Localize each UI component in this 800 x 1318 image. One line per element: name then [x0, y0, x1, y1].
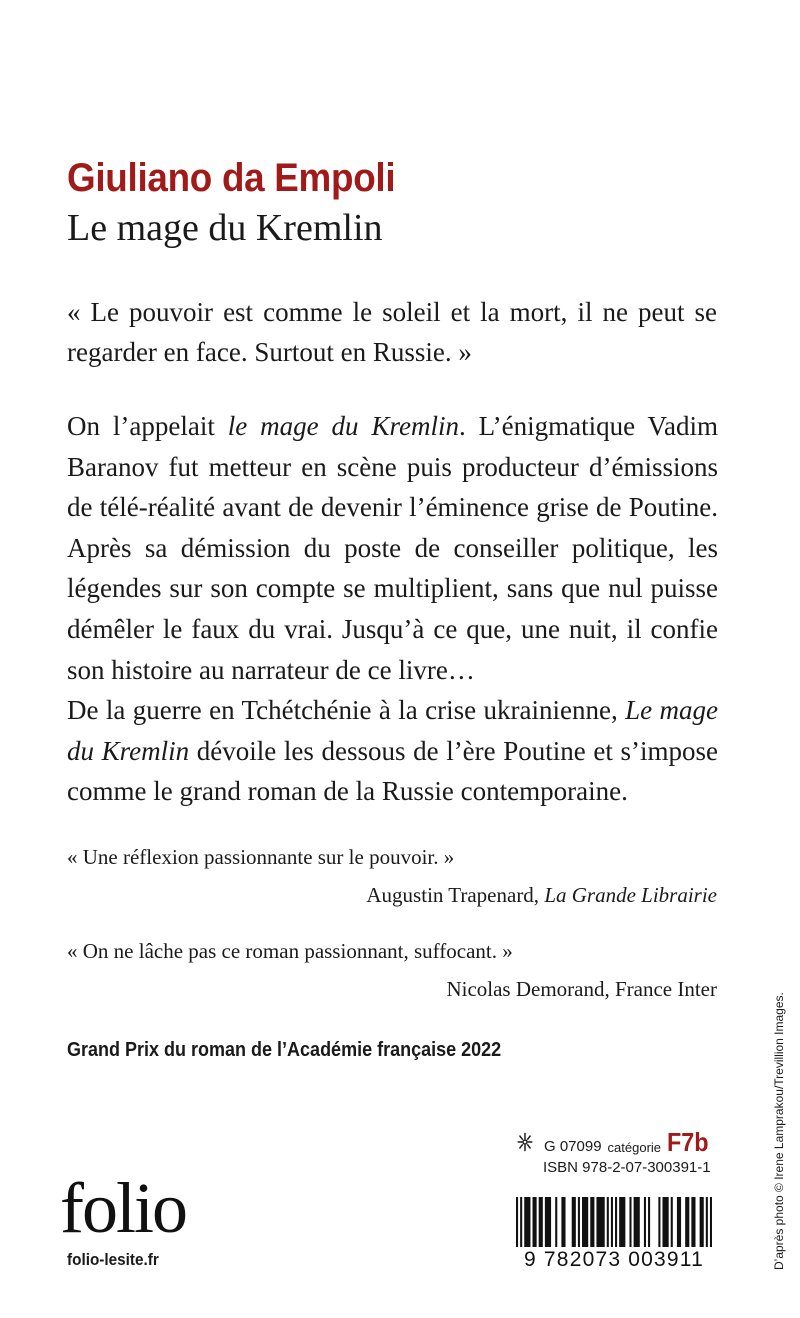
barcode-bar	[596, 1197, 604, 1247]
barcode-bar	[615, 1197, 617, 1247]
barcode-bar	[685, 1197, 689, 1247]
review-source: La Grande Librairie	[544, 883, 717, 907]
category-label: catégorie	[607, 1140, 662, 1155]
barcode-bar	[516, 1197, 518, 1247]
synopsis	[67, 406, 718, 812]
barcode-bar	[658, 1197, 660, 1247]
barcode-bar	[590, 1197, 594, 1247]
gallimard-star-icon	[514, 1131, 536, 1153]
barcode-bar	[578, 1197, 580, 1247]
catalog-row	[514, 1125, 724, 1155]
synopsis-paragraph-1	[67, 406, 718, 690]
epigraph-quote: « Le pouvoir est comme le soleil et la mort, il ne peut se regarder en face. Surtout en Russie. »	[67, 297, 717, 367]
barcode-bar	[710, 1197, 712, 1247]
barcode-bar	[555, 1197, 557, 1247]
barcode-bar	[572, 1197, 576, 1247]
barcode-bar	[662, 1197, 668, 1247]
review-attribution	[67, 876, 717, 914]
synopsis-italic: le mage du Kremlin	[227, 411, 459, 441]
catalog-codes	[514, 1125, 724, 1176]
barcode-bar	[629, 1197, 631, 1247]
press-review	[67, 932, 717, 1008]
category-code: F7b	[667, 1127, 709, 1157]
press-review	[67, 838, 717, 914]
synopsis-text: De la guerre en Tchétchénie à la crise ukrainienne,	[67, 695, 626, 726]
review-attribution	[67, 970, 717, 1008]
author-name: Giuliano da Empoli	[67, 156, 396, 200]
synopsis-paragraph-2	[67, 690, 718, 812]
barcode-bar	[524, 1197, 530, 1247]
book-title: Le mage du Kremlin	[67, 207, 383, 249]
barcode-bar	[520, 1197, 522, 1247]
barcode-digits: 9 782073 003911	[514, 1247, 714, 1273]
barcode-bar	[671, 1197, 673, 1247]
barcode-bar	[533, 1197, 537, 1247]
barcode-bar	[677, 1197, 681, 1247]
barcode-bar	[561, 1197, 565, 1247]
review-quote: « Une réflexion passionnante sur le pouvoir. »	[67, 845, 455, 869]
review-author: Augustin Trapenard,	[366, 883, 545, 907]
barcode-bar	[607, 1197, 609, 1247]
synopsis-italic: Le mage du Kremlin	[67, 695, 719, 766]
barcode-bar	[539, 1197, 543, 1247]
g-number: G 07099	[544, 1138, 602, 1155]
photo-credit: D’après photo © Irene Lamprakou/Trevillion Images.	[772, 992, 786, 1270]
synopsis-text: On l’appelait	[67, 411, 228, 441]
synopsis-text: . L’énigmatique Vadim Baranov fut metteur en scène puis producteur d’émissions de télé-réalité avant de devenir l’éminence grise de Poutine. Après sa démission du poste de conseiller politique, les légendes sur son compte se multiplient, sans que nul puisse démêler le faux du vrai. Jusqu’à ce que, une nuit, il confie son histoire au narrateur de ce livre…	[67, 411, 719, 685]
barcode-bar	[644, 1197, 646, 1247]
barcode-bar	[611, 1197, 613, 1247]
review-quote: « On ne lâche pas ce roman passionnant, suffocant. »	[67, 939, 513, 963]
barcode-bar	[648, 1197, 650, 1247]
award-line: Grand Prix du roman de l’Académie française 2022	[67, 1039, 502, 1061]
isbn: ISBN 978-2-07-300391-1	[543, 1159, 711, 1176]
barcode-bar	[545, 1197, 551, 1247]
review-author: Nicolas Demorand, France Inter	[446, 977, 717, 1001]
folio-logo: folio	[60, 1168, 186, 1248]
barcode-bar	[582, 1197, 588, 1247]
barcode-bar	[706, 1197, 708, 1247]
barcode-bar	[700, 1197, 704, 1247]
synopsis-text: dévoile les dessous de l’ère Poutine et s’impose comme le grand roman de la Russie contemporaine.	[67, 735, 718, 807]
publisher-website: folio-lesite.fr	[67, 1250, 159, 1269]
barcode-bar	[619, 1197, 625, 1247]
barcode-bar	[634, 1197, 640, 1247]
barcode-bar	[691, 1197, 695, 1247]
